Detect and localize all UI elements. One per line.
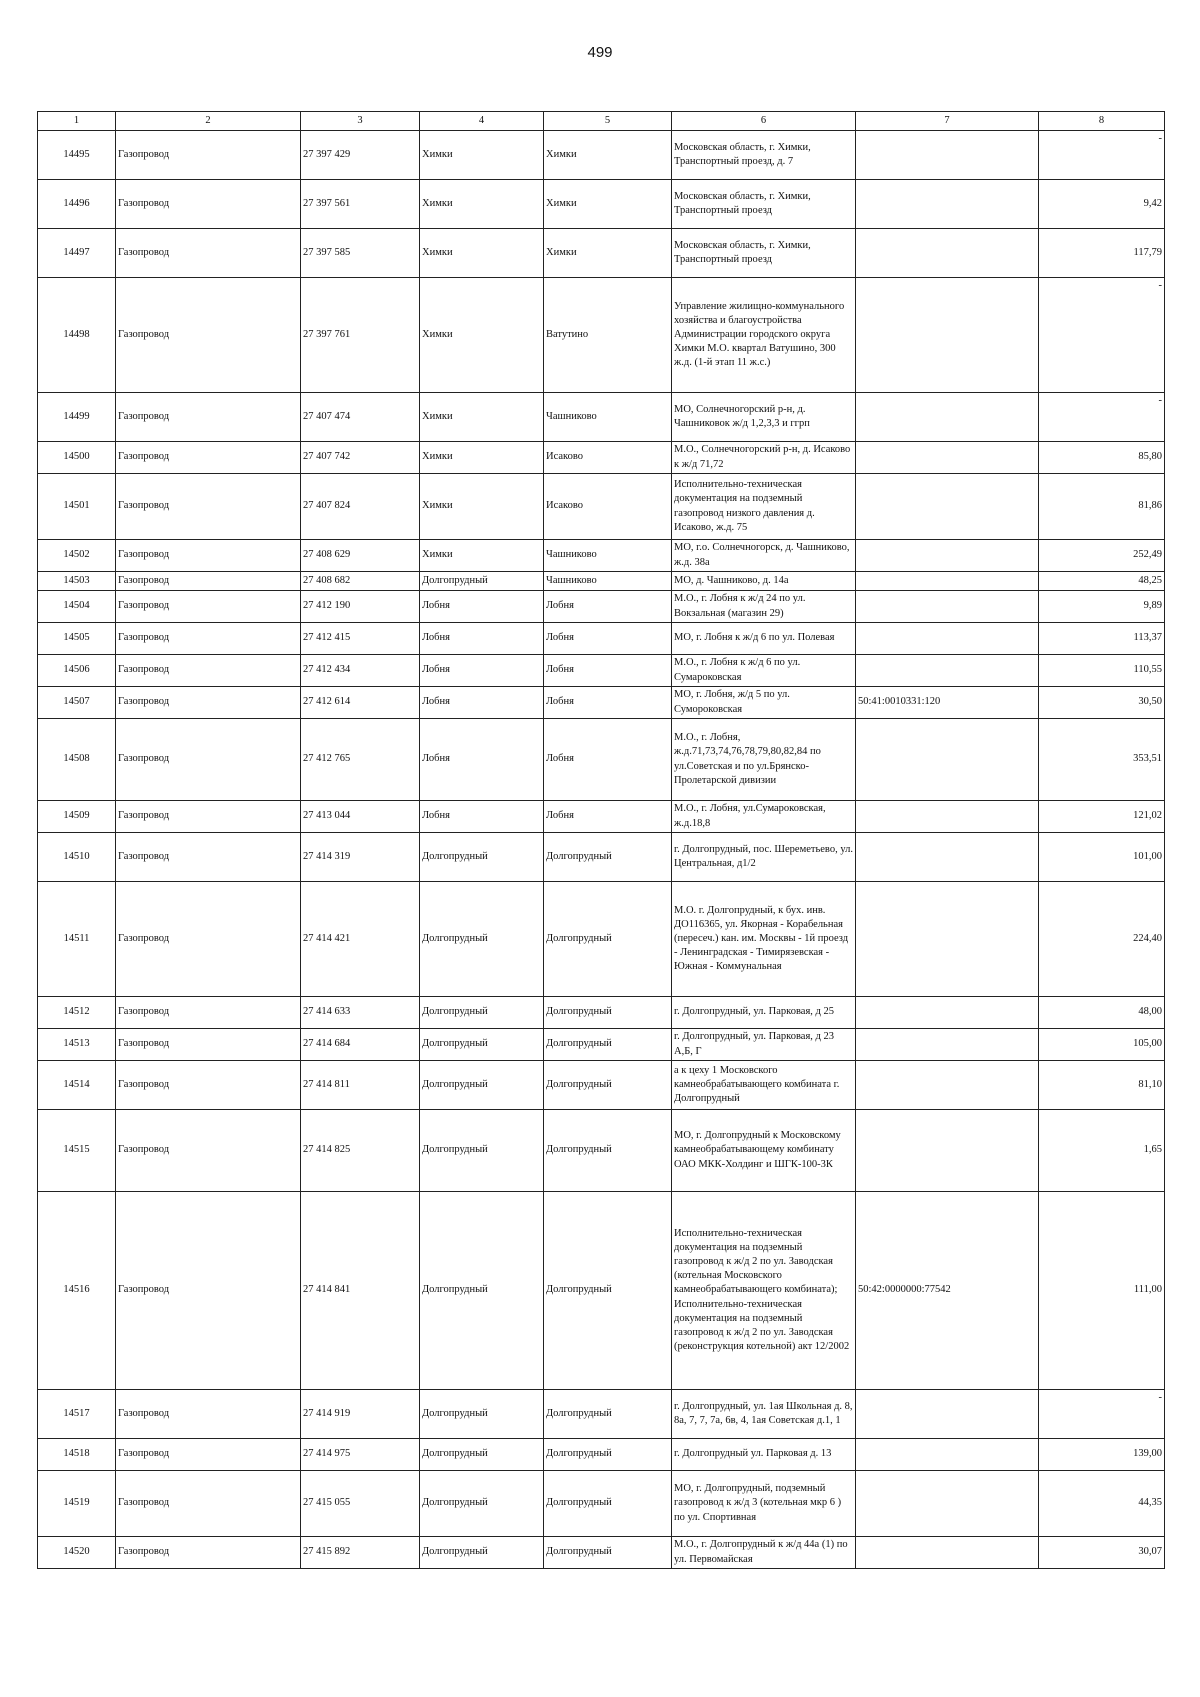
cell-locality: Лобня <box>544 591 672 623</box>
cell-locality: Исаково <box>544 442 672 474</box>
cell-address: МО, Солнечногорский р-н, д. Чашниковок ж/д 1,2,3,3 и ггрп <box>672 393 856 442</box>
cell-inventory-number: 27 412 765 <box>301 719 420 801</box>
cell-address: Московская область, г. Химки, Транспортный проезд, д. 7 <box>672 131 856 180</box>
cell-locality: Долгопрудный <box>544 1390 672 1439</box>
cell-district: Долгопрудный <box>420 1110 544 1192</box>
cell-cadastral-number <box>856 1110 1039 1192</box>
cell-object-name: Газопровод <box>116 1192 301 1390</box>
cell-length-value: 101,00 <box>1039 833 1165 882</box>
cell-cadastral-number: 50:41:0010331:120 <box>856 687 1039 719</box>
cell-address: г. Долгопрудный, пос. Шереметьево, ул. Центральная, д1/2 <box>672 833 856 882</box>
cell-locality: Долгопрудный <box>544 833 672 882</box>
cell-locality: Долгопрудный <box>544 1471 672 1537</box>
cell-locality: Долгопрудный <box>544 1110 672 1192</box>
cell-cadastral-number <box>856 1029 1039 1061</box>
cell-row-number: 14497 <box>38 229 116 278</box>
cell-object-name: Газопровод <box>116 623 301 655</box>
cell-object-name: Газопровод <box>116 1390 301 1439</box>
cell-inventory-number: 27 414 684 <box>301 1029 420 1061</box>
cell-district: Химки <box>420 442 544 474</box>
cell-object-name: Газопровод <box>116 687 301 719</box>
table-row <box>38 572 1165 591</box>
cell-object-name: Газопровод <box>116 229 301 278</box>
cell-cadastral-number <box>856 278 1039 393</box>
cell-row-number: 14500 <box>38 442 116 474</box>
cell-inventory-number: 27 407 742 <box>301 442 420 474</box>
cell-district: Долгопрудный <box>420 1537 544 1569</box>
cell-length-value: - <box>1039 1390 1165 1439</box>
cell-locality: Лобня <box>544 655 672 687</box>
cell-district: Долгопрудный <box>420 833 544 882</box>
cell-length-value: 48,25 <box>1039 572 1165 591</box>
cell-district: Химки <box>420 131 544 180</box>
cell-length-value: 9,42 <box>1039 180 1165 229</box>
cell-row-number: 14509 <box>38 801 116 833</box>
cell-locality: Долгопрудный <box>544 1439 672 1471</box>
cell-inventory-number: 27 408 682 <box>301 572 420 591</box>
column-header-7: 7 <box>856 112 1039 131</box>
cell-locality: Лобня <box>544 623 672 655</box>
cell-locality: Лобня <box>544 801 672 833</box>
cell-district: Химки <box>420 278 544 393</box>
cell-length-value: 105,00 <box>1039 1029 1165 1061</box>
cell-length-value: 252,49 <box>1039 540 1165 572</box>
cell-object-name: Газопровод <box>116 655 301 687</box>
cell-inventory-number: 27 397 761 <box>301 278 420 393</box>
cell-cadastral-number: 50:42:0000000:77542 <box>856 1192 1039 1390</box>
cell-row-number: 14508 <box>38 719 116 801</box>
cell-object-name: Газопровод <box>116 1029 301 1061</box>
cell-inventory-number: 27 414 421 <box>301 882 420 997</box>
table-row <box>38 393 1165 442</box>
cell-locality: Исаково <box>544 474 672 540</box>
cell-district: Химки <box>420 229 544 278</box>
cell-district: Долгопрудный <box>420 1192 544 1390</box>
cell-length-value: 30,50 <box>1039 687 1165 719</box>
cell-district: Химки <box>420 180 544 229</box>
cell-object-name: Газопровод <box>116 801 301 833</box>
cell-district: Долгопрудный <box>420 1471 544 1537</box>
cell-object-name: Газопровод <box>116 1439 301 1471</box>
cell-inventory-number: 27 414 841 <box>301 1192 420 1390</box>
cell-length-value: 85,80 <box>1039 442 1165 474</box>
cell-object-name: Газопровод <box>116 278 301 393</box>
cell-inventory-number: 27 414 825 <box>301 1110 420 1192</box>
cell-cadastral-number <box>856 393 1039 442</box>
cell-district: Долгопрудный <box>420 1439 544 1471</box>
cell-inventory-number: 27 407 474 <box>301 393 420 442</box>
table-row <box>38 801 1165 833</box>
cell-address: МО, г.о. Солнечногорск, д. Чашниково, ж.д. 38а <box>672 540 856 572</box>
cell-district: Лобня <box>420 591 544 623</box>
cell-locality: Долгопрудный <box>544 1192 672 1390</box>
cell-inventory-number: 27 414 319 <box>301 833 420 882</box>
cell-district: Долгопрудный <box>420 1390 544 1439</box>
cell-object-name: Газопровод <box>116 1537 301 1569</box>
cell-district: Долгопрудный <box>420 882 544 997</box>
table-row <box>38 1192 1165 1390</box>
cell-inventory-number: 27 397 561 <box>301 180 420 229</box>
cell-cadastral-number <box>856 882 1039 997</box>
cell-address: а к цеху 1 Московского камнеобрабатывающего комбината г. Долгопрудный <box>672 1061 856 1110</box>
column-header-4: 4 <box>420 112 544 131</box>
cell-row-number: 14506 <box>38 655 116 687</box>
cell-row-number: 14502 <box>38 540 116 572</box>
cell-length-value: 139,00 <box>1039 1439 1165 1471</box>
cell-object-name: Газопровод <box>116 1061 301 1110</box>
cell-length-value: - <box>1039 278 1165 393</box>
table-row <box>38 1439 1165 1471</box>
cell-inventory-number: 27 408 629 <box>301 540 420 572</box>
cell-inventory-number: 27 397 585 <box>301 229 420 278</box>
cell-inventory-number: 27 414 975 <box>301 1439 420 1471</box>
cell-cadastral-number <box>856 719 1039 801</box>
cell-length-value: 48,00 <box>1039 997 1165 1029</box>
cell-inventory-number: 27 412 190 <box>301 591 420 623</box>
cell-district: Лобня <box>420 719 544 801</box>
cell-cadastral-number <box>856 1061 1039 1110</box>
cell-object-name: Газопровод <box>116 474 301 540</box>
cell-address: М.О., Солнечногорский р-н, д. Исаково к ж/д 71,72 <box>672 442 856 474</box>
column-header-5: 5 <box>544 112 672 131</box>
cell-locality: Химки <box>544 229 672 278</box>
cell-row-number: 14510 <box>38 833 116 882</box>
cell-cadastral-number <box>856 1439 1039 1471</box>
cell-length-value: 113,37 <box>1039 623 1165 655</box>
cell-address: МО, д. Чашниково, д. 14а <box>672 572 856 591</box>
cell-row-number: 14513 <box>38 1029 116 1061</box>
cell-address: МО, г. Лобня к ж/д 6 по ул. Полевая <box>672 623 856 655</box>
cell-locality: Ватутино <box>544 278 672 393</box>
cell-cadastral-number <box>856 1390 1039 1439</box>
cell-district: Химки <box>420 540 544 572</box>
cell-locality: Химки <box>544 131 672 180</box>
table-row <box>38 1537 1165 1569</box>
cell-cadastral-number <box>856 131 1039 180</box>
cell-district: Долгопрудный <box>420 997 544 1029</box>
table-row <box>38 1061 1165 1110</box>
cell-locality: Лобня <box>544 719 672 801</box>
cell-address: г. Долгопрудный, ул. Парковая, д 25 <box>672 997 856 1029</box>
table-row <box>38 833 1165 882</box>
table-row <box>38 997 1165 1029</box>
table-row <box>38 1471 1165 1537</box>
cell-cadastral-number <box>856 229 1039 278</box>
cell-row-number: 14519 <box>38 1471 116 1537</box>
table-row <box>38 229 1165 278</box>
cell-address: Исполнительно-техническая документация на подземный газопровод к ж/д 2 по ул. Заводская (котельная Московского камнеобрабатывающего комбината); Исполнительно-техническая документация на подземный газопровод к ж/д 2 по ул. Заводская (реконструкция котельной) акт 12/2002 <box>672 1192 856 1390</box>
cell-address: Московская область, г. Химки, Транспортный проезд <box>672 180 856 229</box>
cell-cadastral-number <box>856 801 1039 833</box>
cell-length-value: 353,51 <box>1039 719 1165 801</box>
cell-object-name: Газопровод <box>116 393 301 442</box>
page-number: 499 <box>587 44 613 61</box>
cell-length-value: 30,07 <box>1039 1537 1165 1569</box>
cell-locality: Долгопрудный <box>544 1029 672 1061</box>
cell-length-value: 81,86 <box>1039 474 1165 540</box>
cell-inventory-number: 27 412 415 <box>301 623 420 655</box>
cell-length-value: 111,00 <box>1039 1192 1165 1390</box>
cell-length-value: 44,35 <box>1039 1471 1165 1537</box>
cell-address: Управление жилищно-коммунального хозяйства и благоустройства Администрации городского округа Химки М.О. квартал Ватушино, 300 ж.д. (1-й этап 11 ж.с.) <box>672 278 856 393</box>
table-row <box>38 442 1165 474</box>
cell-address: г. Долгопрудный, ул. Парковая, д 23 А,Б, Г <box>672 1029 856 1061</box>
table-row <box>38 687 1165 719</box>
cell-object-name: Газопровод <box>116 997 301 1029</box>
cell-row-number: 14520 <box>38 1537 116 1569</box>
table-row <box>38 591 1165 623</box>
cell-locality: Лобня <box>544 687 672 719</box>
cell-inventory-number: 27 414 811 <box>301 1061 420 1110</box>
cell-object-name: Газопровод <box>116 1110 301 1192</box>
cell-row-number: 14511 <box>38 882 116 997</box>
cell-district: Химки <box>420 474 544 540</box>
cell-cadastral-number <box>856 997 1039 1029</box>
registry-body <box>38 131 1165 1569</box>
cell-address: МО, г. Лобня, ж/д 5 по ул. Сумороковская <box>672 687 856 719</box>
cell-inventory-number: 27 414 919 <box>301 1390 420 1439</box>
cell-object-name: Газопровод <box>116 540 301 572</box>
cell-length-value: 117,79 <box>1039 229 1165 278</box>
cell-object-name: Газопровод <box>116 882 301 997</box>
table-row <box>38 540 1165 572</box>
cell-row-number: 14503 <box>38 572 116 591</box>
cell-row-number: 14501 <box>38 474 116 540</box>
cell-inventory-number: 27 414 633 <box>301 997 420 1029</box>
cell-district: Лобня <box>420 801 544 833</box>
cell-length-value: - <box>1039 131 1165 180</box>
cell-cadastral-number <box>856 572 1039 591</box>
cell-row-number: 14517 <box>38 1390 116 1439</box>
cell-object-name: Газопровод <box>116 442 301 474</box>
cell-address: Московская область, г. Химки, Транспортный проезд <box>672 229 856 278</box>
cell-row-number: 14504 <box>38 591 116 623</box>
table-row <box>38 131 1165 180</box>
cell-address: М.О., г. Лобня, ул.Сумароковская, ж.д.18,8 <box>672 801 856 833</box>
cell-inventory-number: 27 412 614 <box>301 687 420 719</box>
cell-address: М.О., г. Лобня к ж/д 24 по ул. Вокзальная (магазин 29) <box>672 591 856 623</box>
cell-district: Лобня <box>420 623 544 655</box>
column-header-3: 3 <box>301 112 420 131</box>
cell-address: МО, г. Долгопрудный к Московскому камнеобрабатывающему комбинату ОАО МКК-Холдинг и ШГК-100-3К <box>672 1110 856 1192</box>
cell-district: Долгопрудный <box>420 1029 544 1061</box>
cell-length-value: 121,02 <box>1039 801 1165 833</box>
cell-length-value: 9,89 <box>1039 591 1165 623</box>
cell-district: Химки <box>420 393 544 442</box>
cell-row-number: 14507 <box>38 687 116 719</box>
column-header-1: 1 <box>38 112 116 131</box>
cell-locality: Долгопрудный <box>544 997 672 1029</box>
cell-address: М.О., г. Долгопрудный к ж/д 44а (1) по ул. Первомайская <box>672 1537 856 1569</box>
cell-locality: Долгопрудный <box>544 1061 672 1110</box>
cell-address: МО, г. Долгопрудный, подземный газопровод к ж/д 3 (котельная мкр 6 ) по ул. Спортивная <box>672 1471 856 1537</box>
cell-cadastral-number <box>856 833 1039 882</box>
table-row <box>38 278 1165 393</box>
header-row <box>38 112 1165 131</box>
cell-inventory-number: 27 415 892 <box>301 1537 420 1569</box>
cell-cadastral-number <box>856 540 1039 572</box>
cell-locality: Химки <box>544 180 672 229</box>
registry-table <box>37 111 1165 1569</box>
cell-district: Долгопрудный <box>420 1061 544 1110</box>
table-row <box>38 1110 1165 1192</box>
cell-row-number: 14512 <box>38 997 116 1029</box>
column-header-6: 6 <box>672 112 856 131</box>
cell-cadastral-number <box>856 591 1039 623</box>
cell-row-number: 14495 <box>38 131 116 180</box>
table-row <box>38 655 1165 687</box>
cell-address: М.О. г. Долгопрудный, к бух. инв. ДО116365, ул. Якорная - Корабельная (пересеч.) кан. им. Москвы - 1й проезд - Ленинградская - Тимирязевская - Южная - Коммунальная <box>672 882 856 997</box>
cell-cadastral-number <box>856 1471 1039 1537</box>
cell-object-name: Газопровод <box>116 572 301 591</box>
column-header-2: 2 <box>116 112 301 131</box>
table-row <box>38 474 1165 540</box>
cell-locality: Чашниково <box>544 393 672 442</box>
cell-row-number: 14518 <box>38 1439 116 1471</box>
cell-row-number: 14496 <box>38 180 116 229</box>
cell-row-number: 14498 <box>38 278 116 393</box>
cell-length-value: 224,40 <box>1039 882 1165 997</box>
cell-row-number: 14516 <box>38 1192 116 1390</box>
cell-object-name: Газопровод <box>116 1471 301 1537</box>
cell-object-name: Газопровод <box>116 131 301 180</box>
cell-locality: Долгопрудный <box>544 882 672 997</box>
table-row <box>38 180 1165 229</box>
cell-row-number: 14499 <box>38 393 116 442</box>
table-row <box>38 882 1165 997</box>
cell-cadastral-number <box>856 1537 1039 1569</box>
cell-length-value: 81,10 <box>1039 1061 1165 1110</box>
cell-district: Долгопрудный <box>420 572 544 591</box>
cell-locality: Долгопрудный <box>544 1537 672 1569</box>
cell-locality: Чашниково <box>544 540 672 572</box>
cell-length-value: 110,55 <box>1039 655 1165 687</box>
cell-inventory-number: 27 415 055 <box>301 1471 420 1537</box>
cell-district: Лобня <box>420 687 544 719</box>
cell-length-value: - <box>1039 393 1165 442</box>
cell-inventory-number: 27 412 434 <box>301 655 420 687</box>
cell-inventory-number: 27 407 824 <box>301 474 420 540</box>
cell-cadastral-number <box>856 442 1039 474</box>
cell-object-name: Газопровод <box>116 719 301 801</box>
cell-cadastral-number <box>856 623 1039 655</box>
cell-object-name: Газопровод <box>116 180 301 229</box>
cell-cadastral-number <box>856 474 1039 540</box>
table-row <box>38 719 1165 801</box>
column-header-8: 8 <box>1039 112 1165 131</box>
cell-address: М.О., г. Лобня к ж/д 6 по ул. Сумароковская <box>672 655 856 687</box>
cell-district: Лобня <box>420 655 544 687</box>
cell-inventory-number: 27 413 044 <box>301 801 420 833</box>
cell-locality: Чашниково <box>544 572 672 591</box>
table-row <box>38 623 1165 655</box>
cell-cadastral-number <box>856 180 1039 229</box>
table-row <box>38 1029 1165 1061</box>
cell-address: Исполнительно-техническая документация на подземный газопровод низкого давления д. Исаково, ж.д. 75 <box>672 474 856 540</box>
cell-row-number: 14515 <box>38 1110 116 1192</box>
cell-address: г. Долгопрудный ул. Парковая д. 13 <box>672 1439 856 1471</box>
cell-address: М.О., г. Лобня, ж.д.71,73,74,76,78,79,80,82,84 по ул.Советская и по ул.Брянско-Пролетарской дивизии <box>672 719 856 801</box>
cell-row-number: 14505 <box>38 623 116 655</box>
table-row <box>38 1390 1165 1439</box>
cell-object-name: Газопровод <box>116 833 301 882</box>
cell-length-value: 1,65 <box>1039 1110 1165 1192</box>
cell-object-name: Газопровод <box>116 591 301 623</box>
cell-address: г. Долгопрудный, ул. 1ая Школьная д. 8, 8а, 7, 7, 7а, 6в, 4, 1ая Советская д.1, 1 <box>672 1390 856 1439</box>
cell-row-number: 14514 <box>38 1061 116 1110</box>
cell-cadastral-number <box>856 655 1039 687</box>
cell-inventory-number: 27 397 429 <box>301 131 420 180</box>
